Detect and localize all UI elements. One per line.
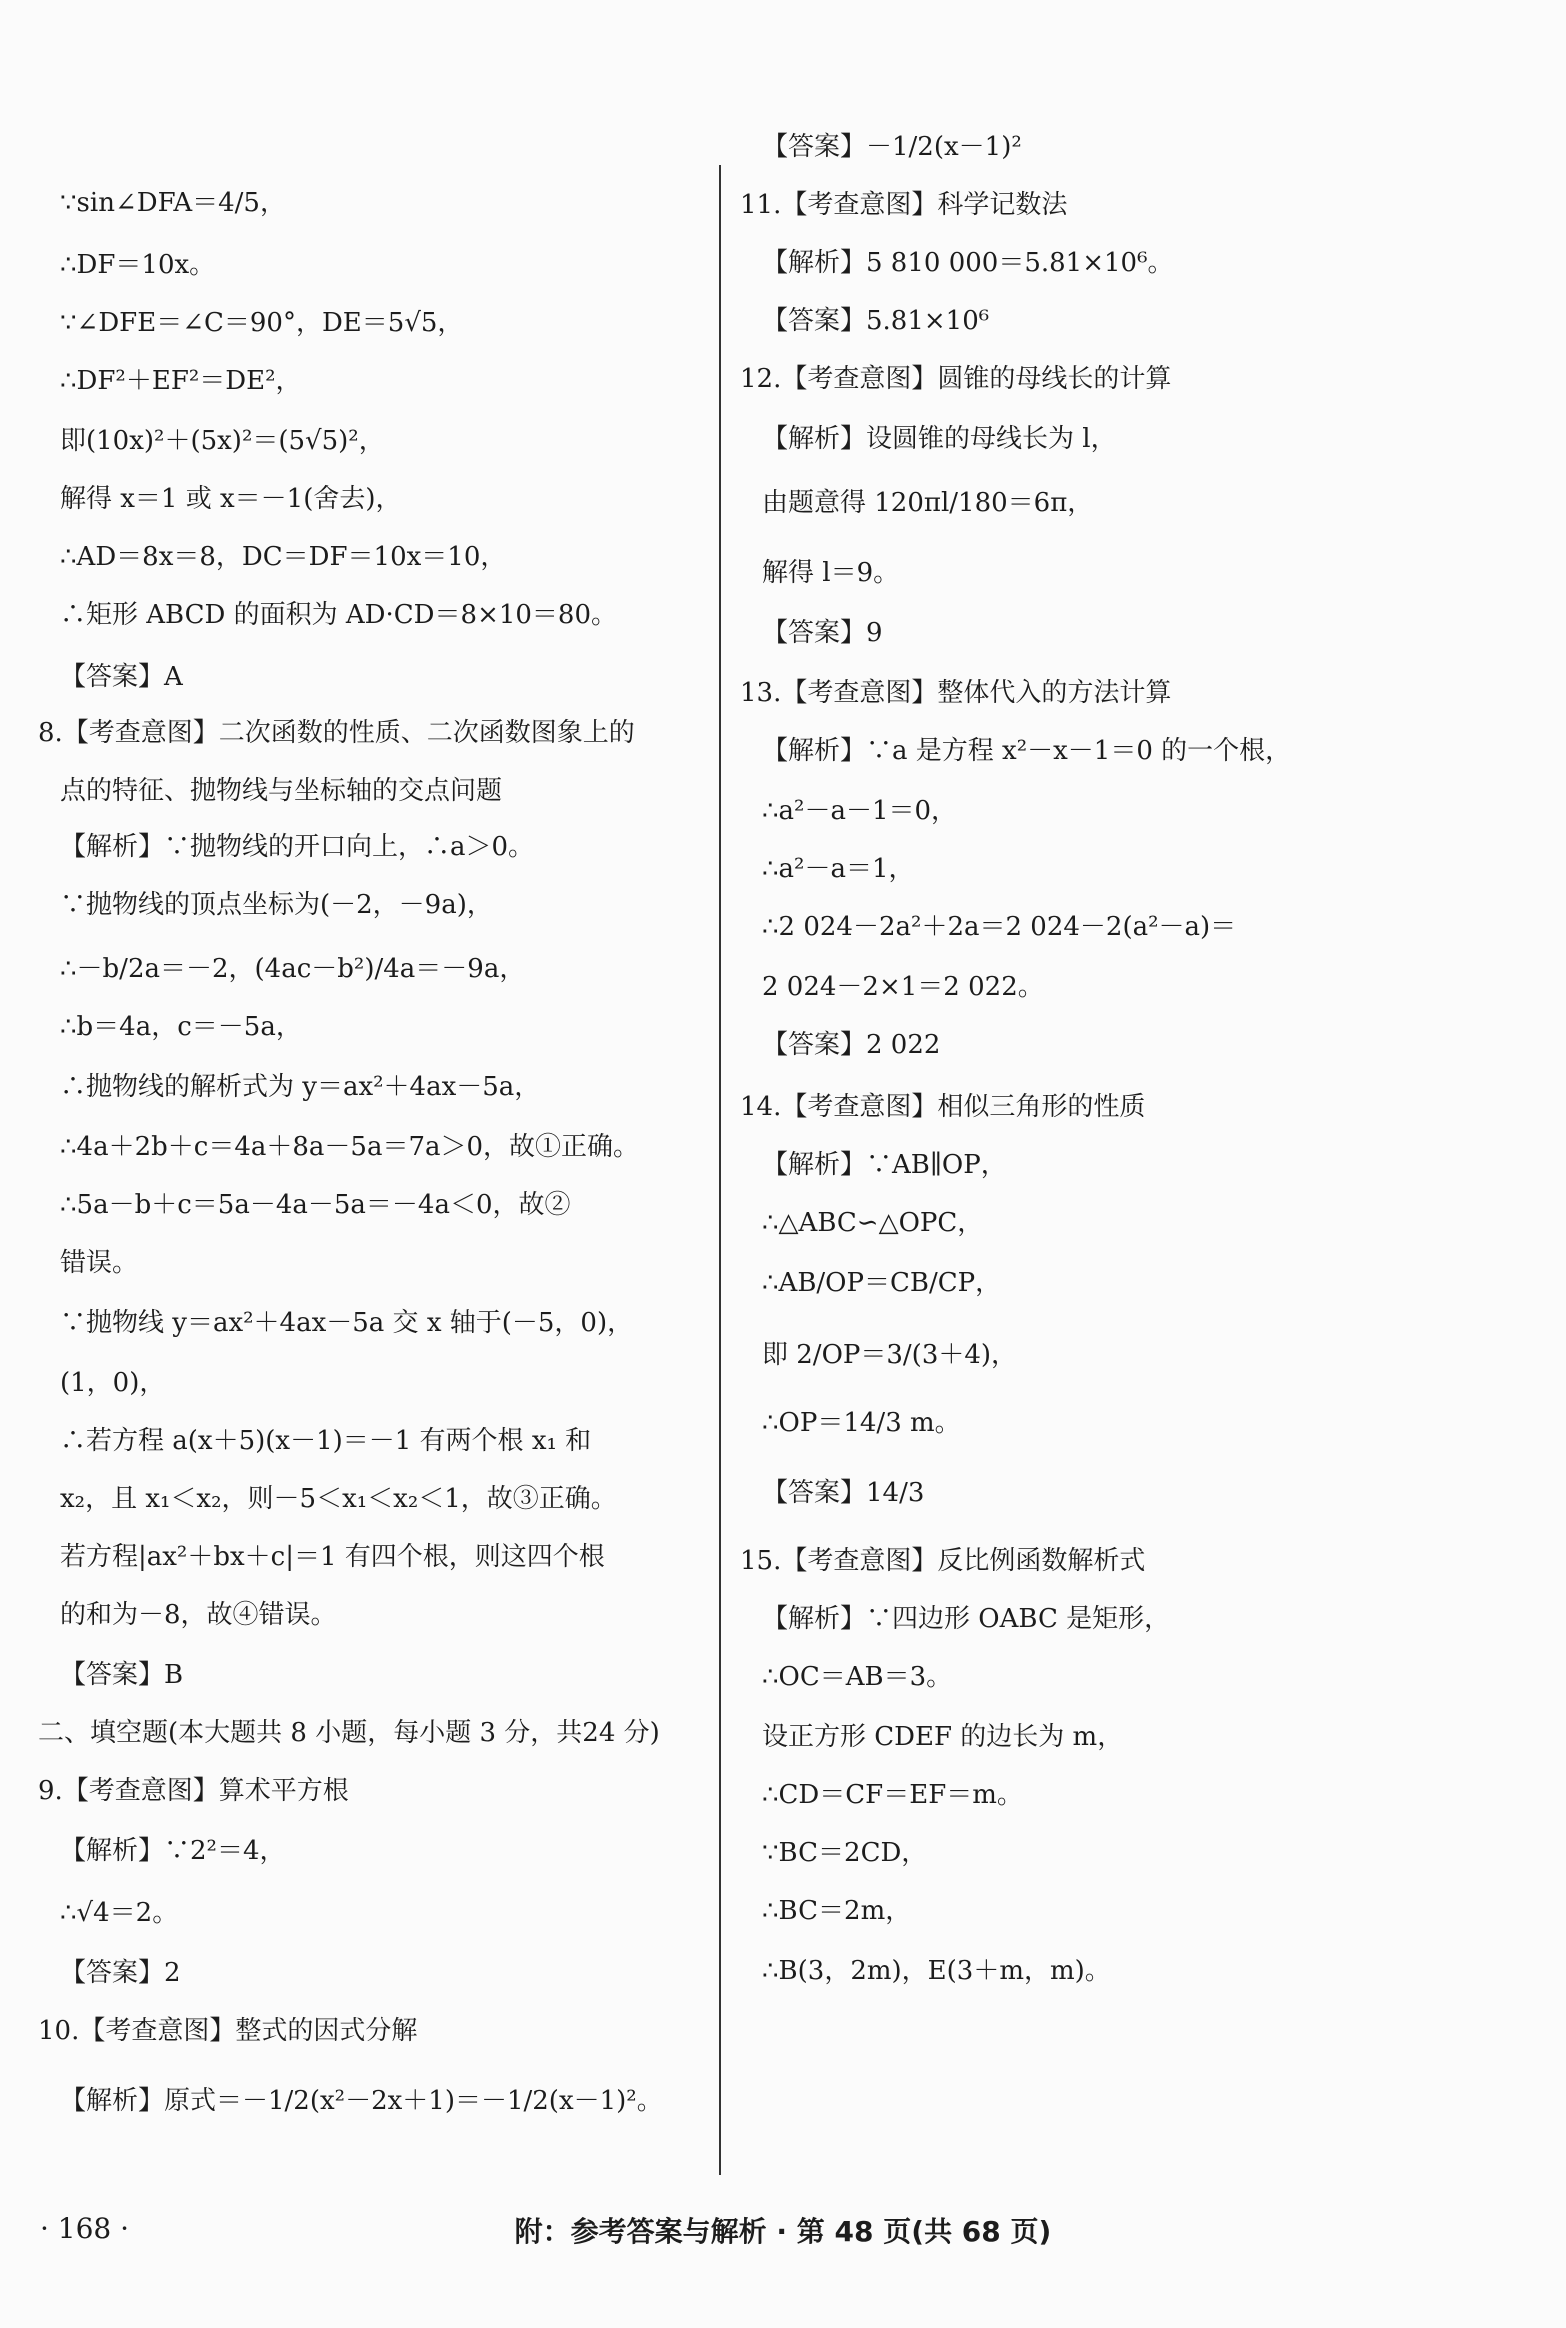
text-line: ∴B(3，2m)，E(3＋m，m)。 bbox=[762, 1956, 1111, 1986]
column-divider bbox=[719, 165, 721, 2175]
text-line: 【解析】∵a 是方程 x²－x－1＝0 的一个根， bbox=[762, 736, 1292, 766]
text-line: 由题意得 120πl/180＝6π， bbox=[762, 488, 1094, 518]
text-line: 15.【考查意图】反比例函数解析式 bbox=[740, 1546, 1146, 1576]
text-line: 10.【考查意图】整式的因式分解 bbox=[38, 2016, 418, 2046]
text-line: 12.【考查意图】圆锥的母线长的计算 bbox=[740, 364, 1172, 394]
text-line: ∴BC＝2m， bbox=[762, 1896, 912, 1926]
text-line: ∵BC＝2CD， bbox=[762, 1838, 928, 1868]
text-line: 即(10x)²＋(5x)²＝(5√5)²， bbox=[60, 426, 385, 456]
text-line: 的和为－8，故④错误。 bbox=[60, 1600, 337, 1630]
text-line: 【解析】5 810 000＝5.81×10⁶。 bbox=[762, 248, 1174, 278]
text-line: 错误。 bbox=[60, 1248, 139, 1278]
text-line: 9.【考查意图】算术平方根 bbox=[38, 1776, 349, 1806]
text-line: ∵抛物线 y＝ax²＋4ax－5a 交 x 轴于(－5，0)， bbox=[60, 1308, 634, 1338]
text-line: ∴2 024－2a²＋2a＝2 024－2(a²－a)＝ bbox=[762, 912, 1237, 942]
text-line: 【答案】14/3 bbox=[762, 1478, 925, 1508]
text-line: ∴OP＝14/3 m。 bbox=[762, 1408, 961, 1438]
page-number: · 168 · bbox=[40, 2212, 130, 2245]
text-line: 【解析】设圆锥的母线长为 l， bbox=[762, 424, 1117, 454]
text-line: 14.【考查意图】相似三角形的性质 bbox=[740, 1092, 1146, 1122]
text-line: 【解析】∵AB∥OP， bbox=[762, 1150, 1007, 1180]
text-line: ∴－b/2a＝－2，(4ac－b²)/4a＝－9a， bbox=[60, 954, 526, 984]
text-line: ∴√4＝2。 bbox=[60, 1898, 179, 1928]
text-line: ∴抛物线的解析式为 y＝ax²＋4ax－5a， bbox=[60, 1072, 541, 1102]
text-line: ∴b＝4a，c＝－5a， bbox=[60, 1012, 302, 1042]
text-line: 解得 x＝1 或 x＝－1(舍去)， bbox=[60, 484, 402, 514]
text-line: 若方程|ax²＋bx＋c|＝1 有四个根，则这四个根 bbox=[60, 1542, 605, 1572]
text-line: 13.【考查意图】整体代入的方法计算 bbox=[740, 678, 1172, 708]
text-line: 11.【考查意图】科学记数法 bbox=[740, 190, 1068, 220]
text-line: x₂，且 x₁＜x₂，则－5＜x₁＜x₂＜1，故③正确。 bbox=[60, 1484, 617, 1514]
text-line: 【答案】－1/2(x－1)² bbox=[762, 132, 1022, 162]
text-line: ∴a²－a＝1， bbox=[762, 854, 915, 884]
text-line: ∵sin∠DFA＝4/5， bbox=[60, 188, 286, 218]
text-line: 点的特征、抛物线与坐标轴的交点问题 bbox=[60, 776, 503, 806]
text-line: ∵∠DFE＝∠C＝90°，DE＝5√5， bbox=[60, 308, 464, 338]
text-line: 即 2/OP＝3/(3＋4)， bbox=[762, 1340, 1018, 1370]
text-line: 设正方形 CDEF 的边长为 m， bbox=[762, 1722, 1124, 1752]
text-line: (1，0)， bbox=[60, 1368, 166, 1398]
text-line: ∴4a＋2b＋c＝4a＋8a－5a＝7a＞0，故①正确。 bbox=[60, 1132, 640, 1162]
text-line: ∴DF²＋EF²＝DE²， bbox=[60, 366, 302, 396]
text-line: 解得 l＝9。 bbox=[762, 558, 900, 588]
text-line: 【解析】∵四边形 OABC 是矩形， bbox=[762, 1604, 1171, 1634]
text-line: ∴矩形 ABCD 的面积为 AD·CD＝8×10＝80。 bbox=[60, 600, 618, 630]
text-line: 8.【考查意图】二次函数的性质、二次函数图象上的 bbox=[38, 718, 635, 748]
text-line: 二、填空题(本大题共 8 小题，每小题 3 分，共24 分) bbox=[38, 1718, 660, 1748]
text-line: 【答案】9 bbox=[762, 618, 883, 648]
text-line: 【解析】∵2²＝4， bbox=[60, 1836, 286, 1866]
footer-title: 附：参考答案与解析 · 第 48 页(共 68 页) bbox=[514, 2215, 1052, 2248]
text-line: ∴△ABC∽△OPC， bbox=[762, 1208, 984, 1238]
text-line: ∴CD＝CF＝EF＝m。 bbox=[762, 1780, 1023, 1810]
text-line: 【答案】2 bbox=[60, 1958, 181, 1988]
text-line: ∴AD＝8x＝8，DC＝DF＝10x＝10， bbox=[60, 542, 507, 572]
text-line: ∵抛物线的顶点坐标为(－2，－9a)， bbox=[60, 890, 493, 920]
text-line: 【解析】原式＝－1/2(x²－2x＋1)＝－1/2(x－1)²。 bbox=[60, 2086, 663, 2116]
text-line: ∴a²－a－1＝0， bbox=[762, 796, 958, 826]
text-line: ∴DF＝10x。 bbox=[60, 250, 216, 280]
text-line: 【答案】2 022 bbox=[762, 1030, 941, 1060]
text-line: 2 024－2×1＝2 022。 bbox=[762, 972, 1044, 1002]
text-line: 【答案】A bbox=[60, 662, 183, 692]
text-line: ∴若方程 a(x＋5)(x－1)＝－1 有两个根 x₁ 和 bbox=[60, 1426, 592, 1456]
text-line: 【答案】B bbox=[60, 1660, 184, 1690]
text-line: 【答案】5.81×10⁶ bbox=[762, 306, 990, 336]
text-line: ∴5a－b＋c＝5a－4a－5a＝－4a＜0，故② bbox=[60, 1190, 571, 1220]
text-line: ∴AB/OP＝CB/CP， bbox=[762, 1268, 1002, 1298]
text-line: 【解析】∵抛物线的开口向上，∴a＞0。 bbox=[60, 832, 535, 862]
text-line: ∴OC＝AB＝3。 bbox=[762, 1662, 953, 1692]
